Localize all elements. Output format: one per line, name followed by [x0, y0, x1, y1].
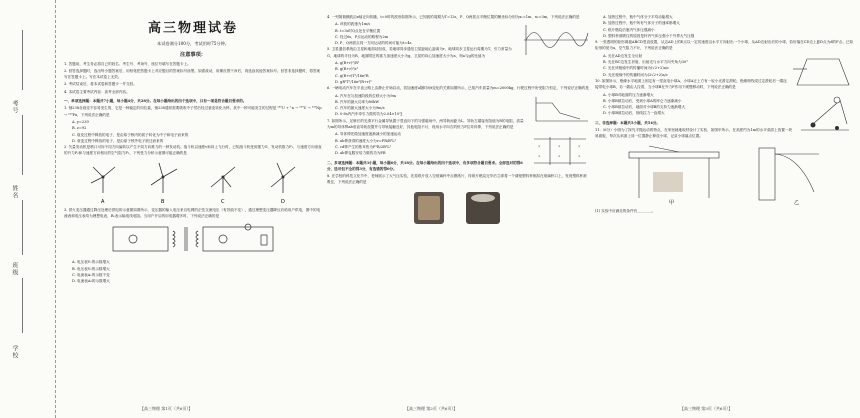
svg-text:×: × [578, 154, 581, 159]
option: C. 电流表A₁的示数不变 [72, 272, 110, 277]
option: C. 衰变过程中释放的电子，是由原子核内的质子转化为中子和电子而来的 [72, 132, 189, 137]
section-heading: 三、非选择题：本题共5小题，共54分。 [595, 120, 661, 125]
page-column-1 [64, 14, 322, 400]
figure-label-c: C [221, 198, 225, 205]
question-2: 2. 矢量发动机是喷口可向不同方向偏转以产生不同方向推力的一种发动机。战斗机以速度v斜向上飞行时，已知战斗机受到重力G、发动机推力F₁、与速度方向垂直的升力F₂和与速度方向相反的空气阻力F₃，下列受力分析示意图可能正确的是 [64, 145, 322, 156]
option: C. 纸片燃烧后瓶内气体压强减小 [603, 27, 655, 32]
binding-label-class: 班级 [11, 262, 18, 276]
option: C. cd棒产生的焦耳热为F²R/2B²L² [335, 144, 392, 149]
option: A. 该波的波速为1m/s [335, 22, 371, 27]
option: D. P、Q两质点同一方向运动的时间可能为t=4s [335, 41, 412, 46]
option: D. 小球B被拉动后，细线拉力一直增大 [603, 111, 665, 116]
notice-heading: 注意事项： [180, 52, 206, 59]
option: A. g(R+r)²/R² [335, 61, 360, 66]
prism-figure [793, 55, 853, 89]
svg-text:×: × [538, 154, 541, 159]
figure-label-a: A [101, 198, 105, 205]
question-8: 8. 在学校的科技文化节中，老师展示了大气压实验，先将纸片放入空玻璃杯中点燃纸片，待纸片燃烧完毕后立即将一个薄壁塑料杯倒扣在玻璃杯口上，发现塑料杯被吸住，下列说法正确的是 [327, 174, 587, 185]
option: A. 汽车在匀加速阶段的位移大小为9m [335, 93, 396, 98]
binding-line [22, 200, 23, 255]
question-4: 4. 一列简谐横波沿x轴正向传播，t=0时的波形如图所示，已知波的周期为T=12s，P、Q两质点平衡位置的横坐标分别为x₁=1m、x₂=3m，下列说法正确的是 [327, 15, 580, 19]
acceleration-graph-figure [530, 95, 590, 125]
binding-label-school: 学校 [11, 345, 18, 359]
projectile-experiment-figure [609, 142, 839, 206]
figure-label-b: B [161, 198, 165, 205]
binding-label-name: 姓名 [11, 185, 18, 199]
question-3: 3. 供火变压器通过降压处理后供电的示意图如图所示，变压器的输入电压来自电网的正弦交流电压（有效值不变），通过理想变压器降压后给用户供电，图中的电流表和电压表均为理想电表，R₀表示输电线电阻。当用户开启的用电器增多时，下列说法正确的是 [64, 207, 321, 219]
question-9: 9. 一张透明的矩形薄板ABCD竖直放置，从边AD上的E点以一定初速度沿水平方向射出一个小球，从AD边射出后的小球，恰好落在CD边上距D点为d的F点。已知矩形的宽为a，空气阻力不计，下列说法正确的是 [595, 40, 853, 51]
svg-text:×: × [538, 144, 541, 149]
option: A. 光在AD边发生全反射 [603, 53, 643, 58]
page-number: 【高三物理 第2页（共6页）】 [405, 406, 458, 411]
page-column-2 [327, 14, 590, 400]
svg-text:×: × [578, 144, 581, 149]
question-6: 6. 一辆电动汽车在平直公路上由静止开始启动，其加速度a随时间t变化的关系如图所示，已知汽车质量为m=2000kg，行驶过程中所受阻力恒定，下列说法正确的是 [327, 86, 589, 91]
option: B. 电压表V₂的示数增大 [72, 266, 110, 271]
option: B. 汽车的最大功率为80kW [335, 99, 380, 104]
binding-label-exam-no: 考号 [11, 100, 18, 114]
transformer-circuit-figure [93, 221, 293, 257]
notice-item: 3. 考试结束后，将本试卷和答题卡一并交回。 [64, 82, 137, 87]
svg-text:×: × [558, 154, 561, 159]
option: A. 导体棒先做加速度逐渐减小的加速运动 [335, 132, 401, 137]
question-11: 11.（6分）小明为了探究平抛运动的特点，在家里就地取材设计了实验，如图甲所示，在高度约为1m的水平桌面上放置一块斜面板，每次从斜面上同一位置静止释放小球，记录小球落点位置。 [595, 128, 792, 139]
option: B. z=92 [72, 126, 87, 131]
option: B. t=3s时Q点处在平衡位置 [335, 28, 381, 33]
option: D. 塑料杯被吸住的原因是杯内气体压强小于外界大气压强 [603, 33, 695, 38]
binding-line [22, 278, 23, 333]
option: D. ab棒克服安培力做的功为FR [335, 151, 386, 156]
section-heading: 一、单项选择题：本题共7小题，每小题4分，共28分。在每小题给出的四个选项中，只有一项是符合题目要求的。 [64, 99, 247, 104]
option: C. 小球B被拉动后，地面对小球B的支持力逐渐增大 [603, 105, 686, 110]
question-7: 7. 如图所示，足够长的光滑平行金属导轨置于竖直向下的匀强磁场中，两导轨间距为L，导轨左端接有阻值为R的电阻，质量为m的导体棒ab垂直导轨放置并与导轨接触良好，其他电阻不计，现用水平向右的恒力F拉导体棒，下列说法正确的是 [327, 118, 524, 130]
figure-label-jia: 甲 [669, 199, 675, 206]
binding-line [22, 115, 23, 175]
pulley-figure [797, 94, 853, 134]
notice-item: 4. 本试卷主要考试内容：高考全部内容。 [64, 89, 130, 94]
option: D. 0-8s内汽车牵引力做的功为2.04×10⁵J [335, 112, 403, 117]
question-5: 5. 卫星通信系统由卫星和地面站组成，若地球同步通信卫星距地心距离为r，地球同步卫星运行周期为T，引力常量为G，地球的半径为R，地面附近的重力加速度大小为g，卫星的向心加速度大小为a，则a与g的比值为 [327, 47, 512, 58]
exam-subtitle: 本试卷满分100分，考试用时75分钟。 [157, 41, 229, 46]
option: A. 加热过程中，瓶中气体分子平均动能增大 [603, 15, 673, 19]
option: C. 光在该棱镜中的传播时间为(√2+2)a/c [603, 66, 670, 71]
page-number: 【高三物理 第1页（共6页）】 [140, 406, 193, 411]
rail-magnet-figure [530, 133, 590, 169]
cup-photo-figure [404, 188, 514, 226]
option: B. 光在BC边发生折射，出射光与水平方向夹角为30° [603, 60, 689, 65]
option: A. y=239 [72, 119, 89, 124]
option: C. 经过6s，P点运动的路程为2m [335, 34, 389, 39]
sub-question: (1) 实验中应满足的条件有________。 [595, 208, 656, 213]
force-diagram-figure [73, 159, 313, 205]
question-10: 10. 如图所示，绝缘水平地面上固定有一竖直电小球A，小球A正上方有一轻小光滑定滑轮，绝缘细线绕过定滑轮后一端连接带电小球B，另一端由人拉着，当小球B在外力F作用下缓慢移动时，下列说法正确的是 [595, 78, 787, 90]
binding-line [22, 30, 23, 90]
option: A. 小球B对地面的压力逐渐增大 [603, 92, 654, 97]
svg-text:×: × [558, 144, 561, 149]
page-number: 【高三物理 第3页（共6页）】 [680, 406, 733, 411]
wave-graph-figure [520, 23, 590, 57]
option: A. 电压表V₁的示数增大 [72, 260, 110, 265]
option: D. 电流表A₂的示数增大 [72, 279, 110, 284]
page-column-3 [595, 14, 853, 400]
option: D. gR²T²/16π²(R+r)³ [335, 79, 372, 84]
exam-title: 高三物理试卷 [147, 21, 238, 36]
option: B. ab棒获得的速度大小为v=FR/B²L² [335, 138, 397, 143]
option: B. 加热过程中，瓶中所有气体分子的速率都增大 [603, 21, 680, 26]
option: D. 衰变过程中释放的电子，是由原子核外电子跃迁而来的 [72, 138, 164, 143]
binding-margin [0, 0, 56, 418]
notice-item: 2. 回答选择题时，选出每小题答案后，用铅笔把答题卡上对应题目的答案标号涂黑。如需改动，用橡皮擦干净后，再选涂其他答案标号。回答非选择题时，将答案写在答题卡上。写在本试卷上无效。 [64, 68, 321, 80]
option: B. g(R+r)²/r² [335, 67, 359, 72]
figure-label-yi: 乙 [794, 199, 800, 206]
option: D. 光在棱镜中的传播时间为(2√2+2)a/c [603, 72, 668, 77]
question-1: 1. 铀238各衰变不容易发生的，它是一种稳定的同位素，铀238通常需要吸收中子然后经过衰变转化为钚，其中一种可能发生的过程是 ²³⁸U + ¹n → ²³⁹U → ²³⁹Np → ²³⁹Pu，下列说法正确的是 [64, 106, 322, 117]
option: C. 汽车的最大速度大小为9m/s [335, 106, 385, 111]
option: C. g(R+r)T²/16π²R [335, 73, 369, 78]
section-heading: 二、多项选择题：本题共3小题，每小题6分，共18分。在每小题给出的四个选项中，有多项符合题目要求。全部选对的得6分，选对但不全的得3分，有选错的得0分。 [327, 160, 523, 171]
option: B. 小球B被拉动后，受到小球A的库仑力逐渐减小 [603, 98, 682, 103]
figure-label-d: D [281, 198, 285, 205]
notice-item: 1. 答题前，考生务必将自己的姓名、考生号、考场号、座位号填写在答题卡上。 [64, 61, 191, 66]
